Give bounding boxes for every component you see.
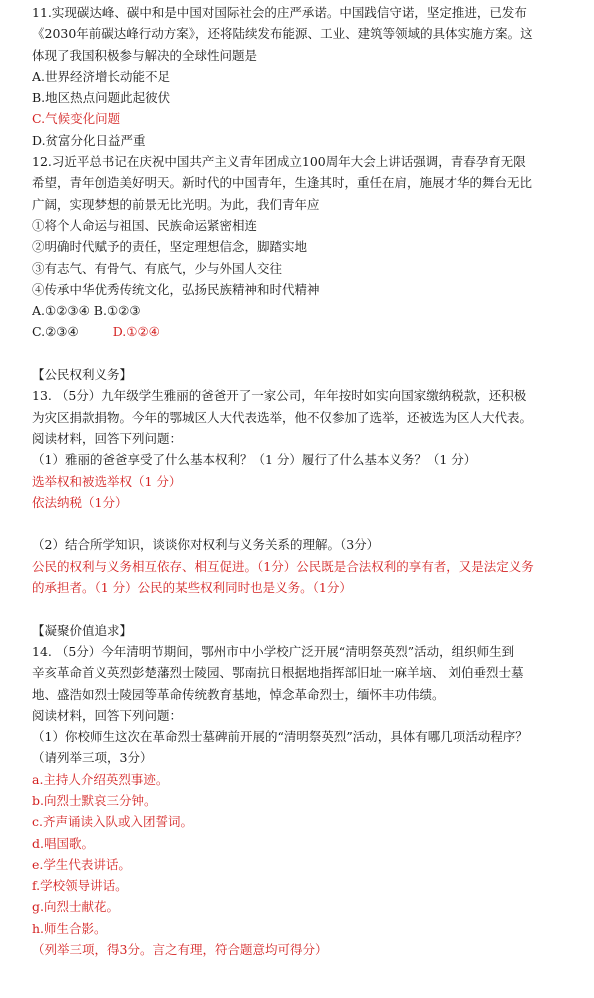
question-11	[32, 2, 588, 151]
q11-option-a: A.世界经济增长动能不足	[32, 68, 171, 84]
q12-stem-line: 广阔，实现梦想的前景无比光明。为此，我们青年应	[32, 196, 320, 212]
q14-sub1-line: （1）你校师生这次在革命烈士墓碑前开展的“清明祭英烈”活动，具体有哪几项活动程序？	[32, 729, 528, 745]
q14-answer-g: g.向烈士献花。	[32, 899, 119, 915]
q12-item-4: ④传承中华优秀传统文化，弘扬民族精神和时代精神	[32, 281, 320, 297]
q13-answer1-line: 依法纳税（1分）	[32, 494, 128, 510]
q13-sub1: （1）雅丽的爸爸享受了什么基本权利？（1 分）履行了什么基本义务？（1 分）	[32, 452, 477, 468]
section-title-civic-rights: 【公民权利义务】	[32, 367, 133, 383]
q14-stem-line: 阅读材料，回答下列问题：	[32, 707, 183, 723]
q14-answer-c: c.齐声诵读入队或入团誓词。	[32, 814, 193, 830]
q12-option-c: C.②③④	[32, 324, 79, 340]
q13-stem-line: 阅读材料，回答下列问题：	[32, 430, 183, 446]
q14-answer-h: h.师生合影。	[32, 920, 107, 936]
question-13	[32, 364, 588, 598]
q12-stem-line: 12.习近平总书记在庆祝中国共产主义青年团成立100周年大会上讲话强调，青春孕育无限	[32, 154, 526, 170]
q13-sub2: （2）结合所学知识，谈谈你对权利与义务关系的理解。（3分）	[32, 537, 380, 553]
q14-stem-line: 地、盛浩如烈士陵园等革命传统教育基地，悼念革命烈士，缅怀丰功伟绩。	[32, 686, 445, 702]
q12-item-3: ③有志气、有骨气、有底气，少与外国人交往	[32, 260, 283, 276]
q13-answer1-line: 选举权和被选举权（1 分）	[32, 473, 182, 489]
q14-answer-b: b.向烈士默哀三分钟。	[32, 792, 157, 808]
q13-stem-line: 13. （5分）九年级学生雅丽的爸爸开了一家公司，年年按时如实向国家缴纳税款，还积极	[32, 388, 527, 404]
q11-stem-line: 体现了我国积极参与解决的全球性问题是	[32, 47, 258, 63]
q13-answer2-line: 公民的权利与义务相互依存、相互促进。（1分）公民既是合法权利的享有者，又是法定义务	[32, 558, 534, 574]
q11-stem-line: 11.实现碳达峰、碳中和是中国对国际社会的庄严承诺。中国践信守诺，坚定推进，已发布	[32, 5, 527, 20]
q11-option-d: D.贫富分化日益严重	[32, 132, 146, 148]
q14-answer-f: f.学校领导讲话。	[32, 878, 128, 894]
q14-answer-d: d.唱国歌。	[32, 835, 94, 851]
q11-option-c-answer: C.气候变化问题	[32, 111, 121, 127]
q14-answer-e: e.学生代表讲话。	[32, 856, 131, 872]
q11-stem-line: 《2030年前碳达峰行动方案》，还将陆续发布能源、工业、建筑等领域的具体实施方案。这	[32, 26, 533, 42]
q11-option-b: B.地区热点问题此起彼伏	[32, 90, 171, 106]
q14-answer-a: a.主持人介绍英烈事迹。	[32, 771, 169, 787]
q12-item-1: ①将个人命运与祖国、民族命运紧密相连	[32, 217, 258, 233]
q12-options-cd	[32, 321, 588, 342]
q12-item-2: ②明确时代赋予的责任，坚定理想信念，脚踏实地	[32, 239, 308, 255]
q13-stem-line: 为灾区捐款捐物。今年的鄂城区人大代表选举，他不仅参加了选举，还被选为区人大代表。	[32, 409, 533, 425]
section-title-values: 【凝聚价值追求】	[32, 622, 133, 638]
question-14	[32, 620, 588, 961]
q13-answer2-line: 的承担者。（1 分）公民的某些权利同时也是义务。（1分）	[32, 580, 352, 596]
q14-sub1-line: （请列举三项，3分）	[32, 750, 153, 766]
q12-stem-line: 希望，青年创造美好明天。新时代的中国青年，生逢其时，重任在肩，施展才华的舞台无比	[32, 175, 533, 191]
q12-options-ab: A.①②③④ B.①②③	[32, 303, 141, 319]
q14-stem-line: 辛亥革命首义英烈彭楚藩烈士陵园、鄂南抗日根据地指挥部旧址一麻羊垴、 刘伯垂烈士墓	[32, 665, 524, 681]
question-12	[32, 151, 588, 343]
q12-option-d-answer: D.①②④	[112, 324, 160, 340]
q14-scoring-note: （列举三项，得3分。言之有理，符合题意均可得分）	[32, 942, 328, 958]
q14-stem-line: 14. （5分）今年清明节期间，鄂州市中小学校广泛开展“清明祭英烈”活动，组织师生到	[32, 643, 515, 659]
